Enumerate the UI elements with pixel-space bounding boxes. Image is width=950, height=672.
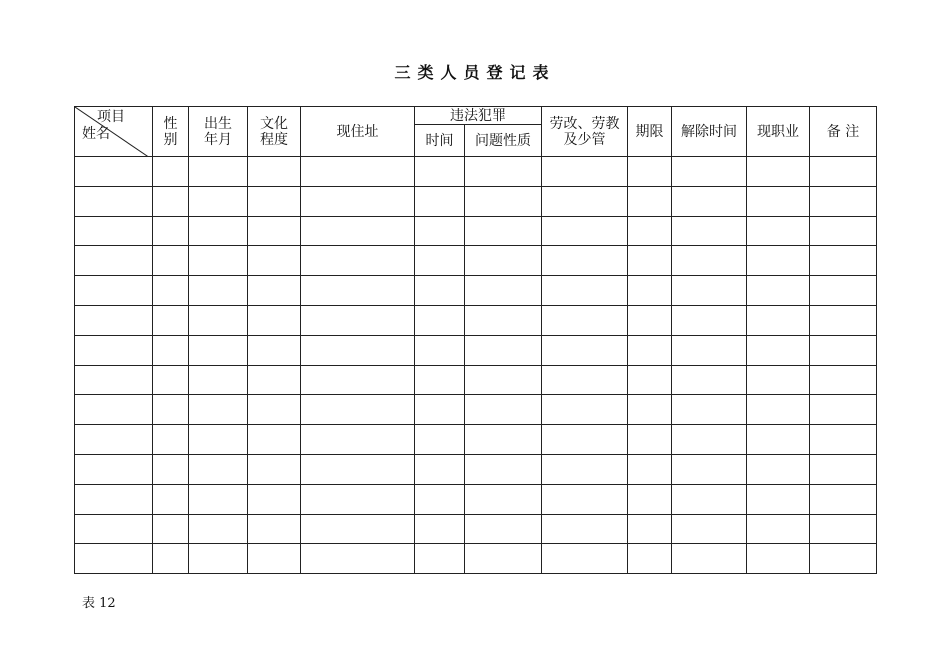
- table-cell[interactable]: [153, 216, 189, 246]
- table-cell[interactable]: [189, 365, 248, 395]
- table-cell[interactable]: [301, 544, 415, 574]
- table-cell[interactable]: [153, 395, 189, 425]
- table-cell[interactable]: [628, 395, 672, 425]
- form-number: 表 12: [82, 596, 116, 611]
- table-cell[interactable]: [747, 305, 810, 335]
- table-cell[interactable]: [465, 157, 542, 187]
- table-cell[interactable]: [75, 484, 153, 514]
- table-cell[interactable]: [672, 157, 747, 187]
- table-cell[interactable]: [628, 454, 672, 484]
- table-cell[interactable]: [542, 454, 628, 484]
- table-cell[interactable]: [415, 305, 465, 335]
- table-row: [75, 305, 877, 335]
- table-cell[interactable]: [747, 246, 810, 276]
- table-cell[interactable]: [672, 305, 747, 335]
- table-cell[interactable]: [153, 365, 189, 395]
- table-cell[interactable]: [465, 454, 542, 484]
- header-education-line1: 文化: [260, 115, 288, 132]
- table-cell[interactable]: [542, 365, 628, 395]
- table-cell[interactable]: [465, 544, 542, 574]
- table-cell[interactable]: [672, 425, 747, 455]
- table-cell[interactable]: [75, 246, 153, 276]
- table-cell[interactable]: [189, 246, 248, 276]
- table-cell[interactable]: [75, 335, 153, 365]
- header-remarks: 备 注: [810, 107, 877, 157]
- table-cell[interactable]: [542, 425, 628, 455]
- table-cell[interactable]: [75, 514, 153, 544]
- table-cell[interactable]: [672, 335, 747, 365]
- table-cell[interactable]: [415, 395, 465, 425]
- table-cell[interactable]: [248, 544, 301, 574]
- table-cell[interactable]: [810, 454, 877, 484]
- table-cell[interactable]: [415, 186, 465, 216]
- header-gender-line2: 别: [163, 131, 178, 148]
- table-cell[interactable]: [672, 395, 747, 425]
- header-birth-line2: 年月: [204, 131, 232, 148]
- table-cell[interactable]: [465, 246, 542, 276]
- header-gender: [153, 107, 189, 157]
- header-address: 现住址: [301, 107, 415, 157]
- table-cell[interactable]: [628, 544, 672, 574]
- table-cell[interactable]: [248, 216, 301, 246]
- table-cell[interactable]: [747, 186, 810, 216]
- table-cell[interactable]: [153, 454, 189, 484]
- table-cell[interactable]: [415, 454, 465, 484]
- header-labor: [542, 107, 628, 157]
- registration-table: [74, 106, 877, 574]
- table-cell[interactable]: [189, 514, 248, 544]
- header-education-line2: 程度: [260, 131, 288, 148]
- table-cell[interactable]: [75, 305, 153, 335]
- table-cell[interactable]: [628, 335, 672, 365]
- table-cell[interactable]: [301, 454, 415, 484]
- table-cell[interactable]: [628, 216, 672, 246]
- table-cell[interactable]: [542, 305, 628, 335]
- table-cell[interactable]: [542, 514, 628, 544]
- table-cell[interactable]: [465, 276, 542, 306]
- table-cell[interactable]: [542, 246, 628, 276]
- table-cell[interactable]: [301, 216, 415, 246]
- table-cell[interactable]: [810, 335, 877, 365]
- header-birth: [189, 107, 248, 157]
- table-cell[interactable]: [415, 425, 465, 455]
- table-cell[interactable]: [810, 395, 877, 425]
- table-cell[interactable]: [672, 246, 747, 276]
- header-education: [248, 107, 301, 157]
- table-cell[interactable]: [415, 216, 465, 246]
- table-cell[interactable]: [248, 425, 301, 455]
- table-row: [75, 514, 877, 544]
- table-cell[interactable]: [672, 544, 747, 574]
- table-cell[interactable]: [153, 246, 189, 276]
- table-cell[interactable]: [810, 305, 877, 335]
- table-cell[interactable]: [301, 305, 415, 335]
- table-cell[interactable]: [189, 544, 248, 574]
- table-cell[interactable]: [747, 484, 810, 514]
- table-cell[interactable]: [75, 365, 153, 395]
- table-cell[interactable]: [628, 246, 672, 276]
- table-cell[interactable]: [153, 544, 189, 574]
- table-cell[interactable]: [810, 246, 877, 276]
- table-cell[interactable]: [415, 544, 465, 574]
- table-cell[interactable]: [672, 484, 747, 514]
- header-birth-line1: 出生: [204, 115, 232, 132]
- table-cell[interactable]: [672, 276, 747, 306]
- table-cell[interactable]: [415, 365, 465, 395]
- table-cell[interactable]: [415, 157, 465, 187]
- table-cell[interactable]: [747, 216, 810, 246]
- table-cell[interactable]: [747, 395, 810, 425]
- table-cell[interactable]: [672, 514, 747, 544]
- table-body: [75, 157, 877, 574]
- table-cell[interactable]: [747, 454, 810, 484]
- table-cell[interactable]: [542, 544, 628, 574]
- table-cell[interactable]: [628, 425, 672, 455]
- header-labor-line1: 劳改、劳教: [549, 115, 620, 132]
- table-cell[interactable]: [248, 514, 301, 544]
- table-cell[interactable]: [248, 246, 301, 276]
- table-cell[interactable]: [628, 157, 672, 187]
- table-cell[interactable]: [747, 514, 810, 544]
- table-cell[interactable]: [248, 484, 301, 514]
- table-cell[interactable]: [153, 186, 189, 216]
- table-cell[interactable]: [542, 216, 628, 246]
- table-cell[interactable]: [189, 216, 248, 246]
- table-cell[interactable]: [672, 365, 747, 395]
- table-cell[interactable]: [153, 305, 189, 335]
- table-cell[interactable]: [542, 395, 628, 425]
- table-cell[interactable]: [301, 425, 415, 455]
- table-cell[interactable]: [415, 335, 465, 365]
- table-cell[interactable]: [153, 484, 189, 514]
- table-row: [75, 454, 877, 484]
- table-cell[interactable]: [465, 186, 542, 216]
- table-cell[interactable]: [415, 246, 465, 276]
- table-cell[interactable]: [301, 514, 415, 544]
- table-row: [75, 335, 877, 365]
- table-row: [75, 425, 877, 455]
- table-cell[interactable]: [628, 276, 672, 306]
- table-cell[interactable]: [672, 454, 747, 484]
- table-cell[interactable]: [810, 216, 877, 246]
- table-cell[interactable]: [672, 186, 747, 216]
- table-cell[interactable]: [415, 484, 465, 514]
- table-cell[interactable]: [189, 305, 248, 335]
- table-cell[interactable]: [248, 335, 301, 365]
- table-cell[interactable]: [301, 157, 415, 187]
- table-cell[interactable]: [301, 335, 415, 365]
- table-cell[interactable]: [75, 425, 153, 455]
- header-labor-line2: 及少管: [563, 131, 606, 148]
- table-row: [75, 395, 877, 425]
- table-cell[interactable]: [75, 544, 153, 574]
- table-cell[interactable]: [810, 544, 877, 574]
- table-cell[interactable]: [189, 484, 248, 514]
- table-cell[interactable]: [75, 276, 153, 306]
- table-cell[interactable]: [542, 186, 628, 216]
- table-cell[interactable]: [465, 484, 542, 514]
- table-cell[interactable]: [189, 335, 248, 365]
- table-cell[interactable]: [153, 157, 189, 187]
- diagonal-header-cell: [75, 107, 153, 157]
- table-cell[interactable]: [248, 157, 301, 187]
- table-row: [75, 246, 877, 276]
- table-cell[interactable]: [75, 157, 153, 187]
- table-cell[interactable]: [810, 425, 877, 455]
- table-cell[interactable]: [301, 276, 415, 306]
- table-cell[interactable]: [465, 425, 542, 455]
- table-cell[interactable]: [301, 395, 415, 425]
- table-cell[interactable]: [248, 276, 301, 306]
- table-cell[interactable]: [189, 395, 248, 425]
- table-cell[interactable]: [747, 365, 810, 395]
- table-cell[interactable]: [747, 335, 810, 365]
- table-cell[interactable]: [628, 186, 672, 216]
- table-cell[interactable]: [465, 335, 542, 365]
- table-cell[interactable]: [542, 484, 628, 514]
- table-cell[interactable]: [153, 276, 189, 306]
- header-name: 姓名: [82, 126, 110, 142]
- table-cell[interactable]: [465, 216, 542, 246]
- table-row: [75, 484, 877, 514]
- table-cell[interactable]: [301, 246, 415, 276]
- table-cell[interactable]: [415, 514, 465, 544]
- table-cell[interactable]: [672, 216, 747, 246]
- table-cell[interactable]: [301, 484, 415, 514]
- table-cell[interactable]: [189, 276, 248, 306]
- table-cell[interactable]: [301, 365, 415, 395]
- table-cell[interactable]: [301, 186, 415, 216]
- table-cell[interactable]: [747, 157, 810, 187]
- table-row: [75, 186, 877, 216]
- table-cell[interactable]: [75, 395, 153, 425]
- table-cell[interactable]: [628, 365, 672, 395]
- header-term: 期限: [628, 107, 672, 157]
- table-cell[interactable]: [189, 157, 248, 187]
- table-cell[interactable]: [810, 157, 877, 187]
- table-cell[interactable]: [542, 276, 628, 306]
- table-row: [75, 365, 877, 395]
- table-cell[interactable]: [810, 484, 877, 514]
- table-cell[interactable]: [747, 276, 810, 306]
- table-cell[interactable]: [189, 425, 248, 455]
- table-cell[interactable]: [75, 454, 153, 484]
- table-cell[interactable]: [248, 186, 301, 216]
- table-row: [75, 544, 877, 574]
- table-cell[interactable]: [75, 186, 153, 216]
- table-cell[interactable]: [248, 365, 301, 395]
- header-offense-group: 违法犯罪: [415, 107, 542, 125]
- table-cell[interactable]: [153, 335, 189, 365]
- header-release-time: 解除时间: [672, 107, 747, 157]
- form-title: 三类人员登记表: [394, 63, 556, 82]
- table-cell[interactable]: [189, 186, 248, 216]
- table-cell[interactable]: [248, 395, 301, 425]
- table-cell[interactable]: [248, 305, 301, 335]
- table-cell[interactable]: [810, 186, 877, 216]
- table-cell[interactable]: [248, 454, 301, 484]
- header-offense-nature: 问题性质: [465, 125, 542, 157]
- table-cell[interactable]: [415, 276, 465, 306]
- table-row: [75, 216, 877, 246]
- table-cell[interactable]: [542, 335, 628, 365]
- table-cell[interactable]: [628, 514, 672, 544]
- table-cell[interactable]: [747, 425, 810, 455]
- header-occupation: 现职业: [747, 107, 810, 157]
- table-cell[interactable]: [465, 395, 542, 425]
- table-cell[interactable]: [542, 157, 628, 187]
- table-row: [75, 157, 877, 187]
- table-cell[interactable]: [465, 365, 542, 395]
- table-cell[interactable]: [189, 454, 248, 484]
- table-cell[interactable]: [465, 514, 542, 544]
- table-cell[interactable]: [747, 544, 810, 574]
- header-item: 项目: [97, 109, 125, 125]
- table-cell[interactable]: [628, 305, 672, 335]
- table-cell[interactable]: [628, 484, 672, 514]
- table-cell[interactable]: [810, 365, 877, 395]
- header-offense-time: 时间: [415, 125, 465, 157]
- table-cell[interactable]: [810, 514, 877, 544]
- header-gender-line1: 性: [163, 115, 178, 132]
- table-row: [75, 276, 877, 306]
- table-cell[interactable]: [153, 425, 189, 455]
- table-cell[interactable]: [465, 305, 542, 335]
- table-cell[interactable]: [153, 514, 189, 544]
- table-cell[interactable]: [810, 276, 877, 306]
- table-cell[interactable]: [75, 216, 153, 246]
